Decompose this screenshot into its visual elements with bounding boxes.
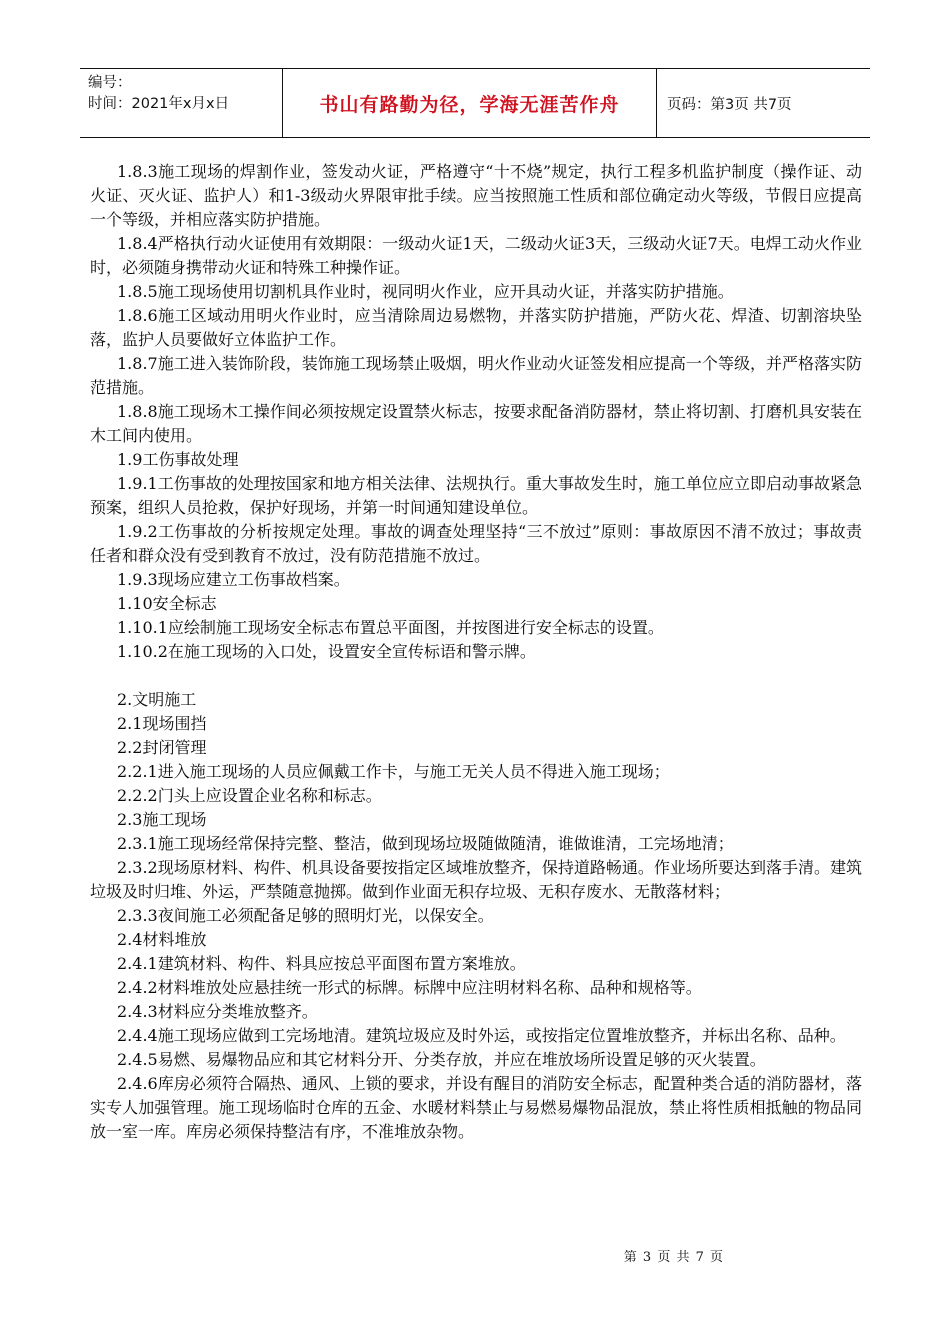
body-paragraph: 1.8.6施工区域动用明火作业时，应当清除周边易燃物，并落实防护措施，严防火花、焊渣、切割溶块坠落，监护人员要做好立体监护工作。 [90, 306, 862, 349]
body-paragraph: 1.8.5施工现场使用切割机具作业时，视同明火作业，应开具动火证，并落实防护措施。 [117, 282, 734, 301]
body-paragraph: 1.9.3现场应建立工伤事故档案。 [117, 570, 350, 589]
header-motto: 书山有路勤为径，学海无涯苦作舟 [283, 69, 657, 137]
header-left-cell [80, 69, 283, 137]
header-page-number: 页码：第3页 共7页 [667, 96, 792, 113]
body-paragraph: 1.10.1应绘制施工现场安全标志布置总平面图，并按图进行安全标志的设置。 [117, 618, 664, 637]
body-paragraph: 2.2封闭管理 [117, 738, 207, 757]
body-paragraph: 1.8.7施工进入装饰阶段，装饰施工现场禁止吸烟，明火作业动火证签发相应提高一个等级，并严格落实防范措施。 [90, 354, 862, 397]
body-paragraph: 2.3.2现场原材料、构件、机具设备要按指定区域堆放整齐，保持道路畅通。作业场所要达到落手清。建筑垃圾及时归堆、外运，严禁随意抛掷。做到作业面无积存垃圾、无积存废水、无散落材料； [90, 858, 862, 901]
body-paragraph: 1.8.4严格执行动火证使用有效期限：一级动火证1天，二级动火证3天，三级动火证7天。电焊工动火作业时，必须随身携带动火证和特殊工种操作证。 [90, 234, 862, 277]
body-paragraph: 1.10.2在施工现场的入口处，设置安全宣传标语和警示牌。 [117, 642, 536, 661]
body-paragraph: 1.10安全标志 [117, 594, 217, 613]
body-paragraph: 2.3.1施工现场经常保持完整、整洁，做到现场垃圾随做随清，谁做谁清，工完场地清； [117, 834, 734, 853]
body-paragraph: 2.4.1建筑材料、构件、料具应按总平面图布置方案堆放。 [117, 954, 526, 973]
body-paragraph: 1.9.1工伤事故的处理按国家和地方相关法律、法规执行。重大事故发生时，施工单位应立即启动事故紧急预案，组织人员抢救，保护好现场，并第一时间通知建设单位。 [90, 474, 862, 517]
body-paragraph: 1.9.2工伤事故的分析按规定处理。事故的调查处理坚持“三不放过”原则：事故原因不清不放过；事故责任者和群众没有受到教育不放过，没有防范措施不放过。 [90, 522, 862, 565]
body-paragraph: 2.4.5易燃、易爆物品应和其它材料分开、分类存放，并应在堆放场所设置足够的灭火装置。 [117, 1050, 766, 1069]
page-header [80, 68, 870, 138]
body-paragraph: 2.2.2门头上应设置企业名称和标志。 [117, 786, 382, 805]
body-paragraph: 1.8.8施工现场木工操作间必须按规定设置禁火标志，按要求配备消防器材，禁止将切割、打磨机具安装在木工间内使用。 [90, 402, 862, 445]
blank-line [90, 664, 862, 688]
body-paragraph: 2.1现场围挡 [117, 714, 207, 733]
body-paragraph: 2.4.3材料应分类堆放整齐。 [117, 1002, 318, 1021]
body-paragraph: 2.4.2材料堆放处应悬挂统一形式的标牌。标牌中应注明材料名称、品种和规格等。 [117, 978, 702, 997]
body-paragraph: 2.3.3夜间施工必须配备足够的照明灯光，以保安全。 [117, 906, 494, 925]
body-paragraph: 2.4材料堆放 [117, 930, 207, 949]
body-paragraph: 2.2.1进入施工现场的人员应佩戴工作卡，与施工无关人员不得进入施工现场； [117, 762, 670, 781]
body-paragraph: 1.9工伤事故处理 [117, 450, 239, 469]
body-paragraph: 2.文明施工 [117, 690, 197, 709]
footer-page-number: 第 3 页 共 7 页 [623, 1250, 724, 1265]
body-paragraph: 1.8.3施工现场的焊割作业，签发动火证，严格遵守“十不烧”规定，执行工程多机监护制度（操作证、动火证、灭火证、监护人）和1-3级动火界限审批手续。应当按照施工性质和部位确定动火等级，节假日应提高一个等级，并相应落实防护措施。 [90, 162, 862, 229]
page-footer [0, 1246, 950, 1266]
document-number-label: 编号： [88, 75, 132, 91]
document-time-label: 时间：2021年x月x日 [88, 96, 230, 112]
body-paragraph: 2.3施工现场 [117, 810, 207, 829]
body-paragraph: 2.4.4施工现场应做到工完场地清。建筑垃圾应及时外运，或按指定位置堆放整齐，并标出名称、品种。 [117, 1026, 846, 1045]
document-body [90, 160, 862, 1144]
body-paragraph: 2.4.6库房必须符合隔热、通风、上锁的要求，并设有醒目的消防安全标志，配置种类合适的消防器材，落实专人加强管理。施工现场临时仓库的五金、水暖材料禁止与易燃易爆物品混放，禁止将性质相抵触的物品同放一室一库。库房必须保持整洁有序，不准堆放杂物。 [90, 1074, 862, 1141]
